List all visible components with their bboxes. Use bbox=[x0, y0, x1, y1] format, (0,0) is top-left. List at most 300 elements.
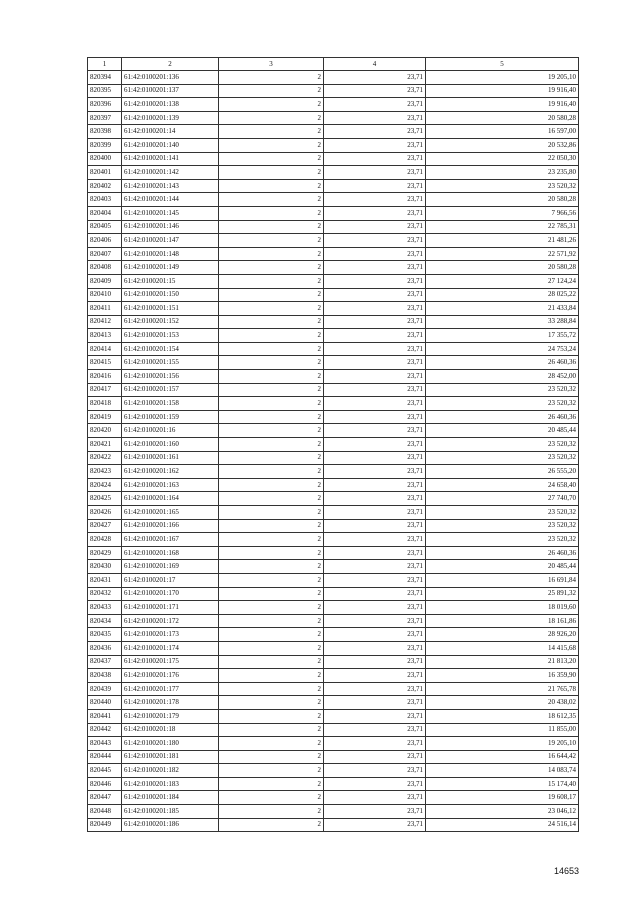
column-4-cell: 23,71 bbox=[324, 84, 426, 98]
cadastral-number-cell: 61:42:0100201:168 bbox=[122, 546, 219, 560]
cadastral-number-cell: 61:42:0100201:150 bbox=[122, 288, 219, 302]
column-header-4: 4 bbox=[324, 58, 426, 71]
cadastral-number-cell: 61:42:0100201:182 bbox=[122, 764, 219, 778]
column-4-cell: 23,71 bbox=[324, 383, 426, 397]
cadastral-number-cell: 61:42:0100201:142 bbox=[122, 166, 219, 180]
value-cell: 16 691,84 bbox=[426, 573, 579, 587]
table-row bbox=[88, 682, 579, 696]
column-3-cell: 2 bbox=[219, 818, 324, 832]
table-row bbox=[88, 152, 579, 166]
column-3-cell: 2 bbox=[219, 737, 324, 751]
cadastral-number-cell: 61:42:0100201:163 bbox=[122, 478, 219, 492]
column-3-cell: 2 bbox=[219, 628, 324, 642]
row-id-cell: 820428 bbox=[88, 533, 122, 547]
table-row bbox=[88, 601, 579, 615]
row-id-cell: 820404 bbox=[88, 206, 122, 220]
cadastral-number-cell: 61:42:0100201:160 bbox=[122, 438, 219, 452]
cadastral-number-cell: 61:42:0100201:176 bbox=[122, 669, 219, 683]
value-cell: 23 520,32 bbox=[426, 533, 579, 547]
column-4-cell: 23,71 bbox=[324, 764, 426, 778]
column-3-cell: 2 bbox=[219, 71, 324, 85]
row-id-cell: 820429 bbox=[88, 546, 122, 560]
column-3-cell: 2 bbox=[219, 506, 324, 520]
table-row bbox=[88, 234, 579, 248]
value-cell: 26 460,36 bbox=[426, 410, 579, 424]
row-id-cell: 820435 bbox=[88, 628, 122, 642]
row-id-cell: 820407 bbox=[88, 247, 122, 261]
table-row bbox=[88, 261, 579, 275]
cadastral-number-cell: 61:42:0100201:137 bbox=[122, 84, 219, 98]
column-3-cell: 2 bbox=[219, 179, 324, 193]
column-4-cell: 23,71 bbox=[324, 587, 426, 601]
row-id-cell: 820441 bbox=[88, 709, 122, 723]
column-4-cell: 23,71 bbox=[324, 179, 426, 193]
column-4-cell: 23,71 bbox=[324, 152, 426, 166]
column-4-cell: 23,71 bbox=[324, 206, 426, 220]
row-id-cell: 820440 bbox=[88, 696, 122, 710]
row-id-cell: 820409 bbox=[88, 274, 122, 288]
column-4-cell: 23,71 bbox=[324, 302, 426, 316]
column-3-cell: 2 bbox=[219, 410, 324, 424]
column-4-cell: 23,71 bbox=[324, 614, 426, 628]
column-4-cell: 23,71 bbox=[324, 601, 426, 615]
value-cell: 21 433,84 bbox=[426, 302, 579, 316]
table-row bbox=[88, 764, 579, 778]
row-id-cell: 820426 bbox=[88, 506, 122, 520]
column-4-cell: 23,71 bbox=[324, 506, 426, 520]
cadastral-number-cell: 61:42:0100201:147 bbox=[122, 234, 219, 248]
cadastral-number-cell: 61:42:0100201:180 bbox=[122, 737, 219, 751]
column-4-cell: 23,71 bbox=[324, 315, 426, 329]
cadastral-number-cell: 61:42:0100201:152 bbox=[122, 315, 219, 329]
value-cell: 7 966,56 bbox=[426, 206, 579, 220]
table-row bbox=[88, 750, 579, 764]
table-row bbox=[88, 342, 579, 356]
column-4-cell: 23,71 bbox=[324, 71, 426, 85]
table-row bbox=[88, 274, 579, 288]
table-row bbox=[88, 805, 579, 819]
row-id-cell: 820413 bbox=[88, 329, 122, 343]
row-id-cell: 820422 bbox=[88, 451, 122, 465]
column-4-cell: 23,71 bbox=[324, 682, 426, 696]
value-cell: 21 813,20 bbox=[426, 655, 579, 669]
cadastral-number-cell: 61:42:0100201:156 bbox=[122, 370, 219, 384]
row-id-cell: 820403 bbox=[88, 193, 122, 207]
column-4-cell: 23,71 bbox=[324, 573, 426, 587]
column-4-cell: 23,71 bbox=[324, 519, 426, 533]
column-4-cell: 23,71 bbox=[324, 370, 426, 384]
row-id-cell: 820415 bbox=[88, 356, 122, 370]
table-row bbox=[88, 220, 579, 234]
table-row bbox=[88, 247, 579, 261]
column-3-cell: 2 bbox=[219, 220, 324, 234]
column-3-cell: 2 bbox=[219, 750, 324, 764]
row-id-cell: 820419 bbox=[88, 410, 122, 424]
cadastral-number-cell: 61:42:0100201:172 bbox=[122, 614, 219, 628]
column-4-cell: 23,71 bbox=[324, 750, 426, 764]
column-3-cell: 2 bbox=[219, 805, 324, 819]
column-3-cell: 2 bbox=[219, 438, 324, 452]
column-3-cell: 2 bbox=[219, 397, 324, 411]
row-id-cell: 820418 bbox=[88, 397, 122, 411]
value-cell: 28 926,20 bbox=[426, 628, 579, 642]
row-id-cell: 820420 bbox=[88, 424, 122, 438]
cadastral-number-cell: 61:42:0100201:155 bbox=[122, 356, 219, 370]
column-4-cell: 23,71 bbox=[324, 247, 426, 261]
row-id-cell: 820443 bbox=[88, 737, 122, 751]
value-cell: 20 438,02 bbox=[426, 696, 579, 710]
table-row bbox=[88, 370, 579, 384]
header-row bbox=[88, 58, 579, 71]
row-id-cell: 820439 bbox=[88, 682, 122, 696]
table-row bbox=[88, 125, 579, 139]
column-4-cell: 23,71 bbox=[324, 261, 426, 275]
column-3-cell: 2 bbox=[219, 492, 324, 506]
value-cell: 23 520,32 bbox=[426, 179, 579, 193]
value-cell: 24 753,24 bbox=[426, 342, 579, 356]
table-row bbox=[88, 98, 579, 112]
column-3-cell: 2 bbox=[219, 370, 324, 384]
cadastral-number-cell: 61:42:0100201:145 bbox=[122, 206, 219, 220]
column-4-cell: 23,71 bbox=[324, 166, 426, 180]
column-3-cell: 2 bbox=[219, 206, 324, 220]
table-row bbox=[88, 193, 579, 207]
value-cell: 23 520,32 bbox=[426, 438, 579, 452]
row-id-cell: 820430 bbox=[88, 560, 122, 574]
table-row bbox=[88, 397, 579, 411]
value-cell: 20 580,28 bbox=[426, 193, 579, 207]
column-3-cell: 2 bbox=[219, 193, 324, 207]
row-id-cell: 820449 bbox=[88, 818, 122, 832]
table-row bbox=[88, 465, 579, 479]
value-cell: 23 520,32 bbox=[426, 397, 579, 411]
value-cell: 18 019,60 bbox=[426, 601, 579, 615]
cadastral-number-cell: 61:42:0100201:136 bbox=[122, 71, 219, 85]
column-3-cell: 2 bbox=[219, 166, 324, 180]
row-id-cell: 820445 bbox=[88, 764, 122, 778]
column-3-cell: 2 bbox=[219, 261, 324, 275]
cadastral-number-cell: 61:42:0100201:151 bbox=[122, 302, 219, 316]
cadastral-number-cell: 61:42:0100201:181 bbox=[122, 750, 219, 764]
column-3-cell: 2 bbox=[219, 682, 324, 696]
value-cell: 20 580,28 bbox=[426, 261, 579, 275]
row-id-cell: 820405 bbox=[88, 220, 122, 234]
row-id-cell: 820410 bbox=[88, 288, 122, 302]
column-4-cell: 23,71 bbox=[324, 329, 426, 343]
column-3-cell: 2 bbox=[219, 125, 324, 139]
column-3-cell: 2 bbox=[219, 587, 324, 601]
row-id-cell: 820417 bbox=[88, 383, 122, 397]
table-row bbox=[88, 641, 579, 655]
cadastral-number-cell: 61:42:0100201:140 bbox=[122, 138, 219, 152]
column-4-cell: 23,71 bbox=[324, 234, 426, 248]
value-cell: 20 580,28 bbox=[426, 111, 579, 125]
row-id-cell: 820438 bbox=[88, 669, 122, 683]
column-4-cell: 23,71 bbox=[324, 438, 426, 452]
column-3-cell: 2 bbox=[219, 465, 324, 479]
cadastral-number-cell: 61:42:0100201:164 bbox=[122, 492, 219, 506]
value-cell: 19 916,40 bbox=[426, 98, 579, 112]
row-id-cell: 820412 bbox=[88, 315, 122, 329]
value-cell: 16 359,90 bbox=[426, 669, 579, 683]
table-row bbox=[88, 438, 579, 452]
column-3-cell: 2 bbox=[219, 111, 324, 125]
cadastral-number-cell: 61:42:0100201:183 bbox=[122, 777, 219, 791]
value-cell: 23 520,32 bbox=[426, 519, 579, 533]
row-id-cell: 820446 bbox=[88, 777, 122, 791]
table-row bbox=[88, 560, 579, 574]
value-cell: 21 765,78 bbox=[426, 682, 579, 696]
table-row bbox=[88, 111, 579, 125]
column-header-2: 2 bbox=[122, 58, 219, 71]
column-3-cell: 2 bbox=[219, 641, 324, 655]
table-row bbox=[88, 302, 579, 316]
column-4-cell: 23,71 bbox=[324, 777, 426, 791]
column-3-cell: 2 bbox=[219, 533, 324, 547]
table-row bbox=[88, 179, 579, 193]
row-id-cell: 820424 bbox=[88, 478, 122, 492]
row-id-cell: 820414 bbox=[88, 342, 122, 356]
row-id-cell: 820411 bbox=[88, 302, 122, 316]
column-3-cell: 2 bbox=[219, 777, 324, 791]
cadastral-number-cell: 61:42:0100201:148 bbox=[122, 247, 219, 261]
value-cell: 18 612,35 bbox=[426, 709, 579, 723]
column-4-cell: 23,71 bbox=[324, 709, 426, 723]
value-cell: 33 288,84 bbox=[426, 315, 579, 329]
column-4-cell: 23,71 bbox=[324, 356, 426, 370]
table-row bbox=[88, 329, 579, 343]
table-row bbox=[88, 573, 579, 587]
column-3-cell: 2 bbox=[219, 288, 324, 302]
table-row bbox=[88, 587, 579, 601]
cadastral-number-cell: 61:42:0100201:179 bbox=[122, 709, 219, 723]
column-4-cell: 23,71 bbox=[324, 397, 426, 411]
page-number: 14653 bbox=[554, 866, 580, 876]
table-row bbox=[88, 383, 579, 397]
value-cell: 23 520,32 bbox=[426, 506, 579, 520]
column-3-cell: 2 bbox=[219, 138, 324, 152]
value-cell: 21 481,26 bbox=[426, 234, 579, 248]
cadastral-number-cell: 61:42:0100201:16 bbox=[122, 424, 219, 438]
value-cell: 23 235,80 bbox=[426, 166, 579, 180]
cadastral-number-cell: 61:42:0100201:141 bbox=[122, 152, 219, 166]
table-row bbox=[88, 71, 579, 85]
row-id-cell: 820416 bbox=[88, 370, 122, 384]
table-row bbox=[88, 315, 579, 329]
cadastral-number-cell: 61:42:0100201:178 bbox=[122, 696, 219, 710]
cadastral-number-cell: 61:42:0100201:167 bbox=[122, 533, 219, 547]
row-id-cell: 820442 bbox=[88, 723, 122, 737]
table-row bbox=[88, 84, 579, 98]
row-id-cell: 820434 bbox=[88, 614, 122, 628]
column-4-cell: 23,71 bbox=[324, 410, 426, 424]
column-3-cell: 2 bbox=[219, 560, 324, 574]
column-4-cell: 23,71 bbox=[324, 723, 426, 737]
column-3-cell: 2 bbox=[219, 247, 324, 261]
column-4-cell: 23,71 bbox=[324, 451, 426, 465]
cadastral-number-cell: 61:42:0100201:154 bbox=[122, 342, 219, 356]
cadastral-number-cell: 61:42:0100201:153 bbox=[122, 329, 219, 343]
table-row bbox=[88, 709, 579, 723]
column-header-5: 5 bbox=[426, 58, 579, 71]
column-4-cell: 23,71 bbox=[324, 669, 426, 683]
table-row bbox=[88, 533, 579, 547]
column-4-cell: 23,71 bbox=[324, 805, 426, 819]
value-cell: 24 516,14 bbox=[426, 818, 579, 832]
value-cell: 27 740,70 bbox=[426, 492, 579, 506]
table-row bbox=[88, 478, 579, 492]
table-row bbox=[88, 288, 579, 302]
row-id-cell: 820436 bbox=[88, 641, 122, 655]
column-3-cell: 2 bbox=[219, 696, 324, 710]
column-4-cell: 23,71 bbox=[324, 274, 426, 288]
table-row bbox=[88, 492, 579, 506]
table-row bbox=[88, 519, 579, 533]
cadastral-number-cell: 61:42:0100201:184 bbox=[122, 791, 219, 805]
registry-table bbox=[87, 57, 579, 832]
column-3-cell: 2 bbox=[219, 342, 324, 356]
row-id-cell: 820401 bbox=[88, 166, 122, 180]
table-row bbox=[88, 791, 579, 805]
row-id-cell: 820425 bbox=[88, 492, 122, 506]
row-id-cell: 820433 bbox=[88, 601, 122, 615]
value-cell: 16 644,42 bbox=[426, 750, 579, 764]
value-cell: 22 571,92 bbox=[426, 247, 579, 261]
row-id-cell: 820399 bbox=[88, 138, 122, 152]
cadastral-number-cell: 61:42:0100201:169 bbox=[122, 560, 219, 574]
row-id-cell: 820423 bbox=[88, 465, 122, 479]
column-3-cell: 2 bbox=[219, 383, 324, 397]
table-row bbox=[88, 628, 579, 642]
table-row bbox=[88, 546, 579, 560]
column-4-cell: 23,71 bbox=[324, 342, 426, 356]
value-cell: 19 205,10 bbox=[426, 737, 579, 751]
column-4-cell: 23,71 bbox=[324, 465, 426, 479]
table-row bbox=[88, 506, 579, 520]
cadastral-number-cell: 61:42:0100201:159 bbox=[122, 410, 219, 424]
value-cell: 23 520,32 bbox=[426, 451, 579, 465]
column-3-cell: 2 bbox=[219, 791, 324, 805]
value-cell: 26 460,36 bbox=[426, 546, 579, 560]
value-cell: 20 532,86 bbox=[426, 138, 579, 152]
table-row bbox=[88, 356, 579, 370]
row-id-cell: 820432 bbox=[88, 587, 122, 601]
cadastral-number-cell: 61:42:0100201:162 bbox=[122, 465, 219, 479]
column-3-cell: 2 bbox=[219, 274, 324, 288]
value-cell: 25 891,32 bbox=[426, 587, 579, 601]
value-cell: 15 174,40 bbox=[426, 777, 579, 791]
column-4-cell: 23,71 bbox=[324, 546, 426, 560]
row-id-cell: 820394 bbox=[88, 71, 122, 85]
value-cell: 26 555,20 bbox=[426, 465, 579, 479]
column-4-cell: 23,71 bbox=[324, 98, 426, 112]
column-3-cell: 2 bbox=[219, 546, 324, 560]
column-3-cell: 2 bbox=[219, 709, 324, 723]
column-3-cell: 2 bbox=[219, 329, 324, 343]
column-4-cell: 23,71 bbox=[324, 737, 426, 751]
cadastral-number-cell: 61:42:0100201:165 bbox=[122, 506, 219, 520]
cadastral-number-cell: 61:42:0100201:186 bbox=[122, 818, 219, 832]
cadastral-number-cell: 61:42:0100201:158 bbox=[122, 397, 219, 411]
column-3-cell: 2 bbox=[219, 424, 324, 438]
column-4-cell: 23,71 bbox=[324, 791, 426, 805]
value-cell: 19 608,17 bbox=[426, 791, 579, 805]
value-cell: 24 658,40 bbox=[426, 478, 579, 492]
table-row bbox=[88, 723, 579, 737]
column-3-cell: 2 bbox=[219, 655, 324, 669]
table-row bbox=[88, 614, 579, 628]
column-4-cell: 23,71 bbox=[324, 655, 426, 669]
table-row bbox=[88, 424, 579, 438]
value-cell: 20 485,44 bbox=[426, 424, 579, 438]
table-row bbox=[88, 669, 579, 683]
column-3-cell: 2 bbox=[219, 669, 324, 683]
row-id-cell: 820406 bbox=[88, 234, 122, 248]
table-row bbox=[88, 818, 579, 832]
cadastral-number-cell: 61:42:0100201:170 bbox=[122, 587, 219, 601]
cadastral-number-cell: 61:42:0100201:166 bbox=[122, 519, 219, 533]
cadastral-number-cell: 61:42:0100201:146 bbox=[122, 220, 219, 234]
value-cell: 28 452,00 bbox=[426, 370, 579, 384]
table-row bbox=[88, 696, 579, 710]
column-3-cell: 2 bbox=[219, 84, 324, 98]
cadastral-number-cell: 61:42:0100201:157 bbox=[122, 383, 219, 397]
cadastral-number-cell: 61:42:0100201:18 bbox=[122, 723, 219, 737]
value-cell: 14 415,68 bbox=[426, 641, 579, 655]
cadastral-number-cell: 61:42:0100201:149 bbox=[122, 261, 219, 275]
column-4-cell: 23,71 bbox=[324, 492, 426, 506]
table-row bbox=[88, 206, 579, 220]
row-id-cell: 820447 bbox=[88, 791, 122, 805]
column-3-cell: 2 bbox=[219, 764, 324, 778]
column-4-cell: 23,71 bbox=[324, 138, 426, 152]
row-id-cell: 820396 bbox=[88, 98, 122, 112]
cadastral-number-cell: 61:42:0100201:139 bbox=[122, 111, 219, 125]
column-4-cell: 23,71 bbox=[324, 478, 426, 492]
cadastral-number-cell: 61:42:0100201:161 bbox=[122, 451, 219, 465]
row-id-cell: 820444 bbox=[88, 750, 122, 764]
column-4-cell: 23,71 bbox=[324, 641, 426, 655]
cadastral-number-cell: 61:42:0100201:143 bbox=[122, 179, 219, 193]
column-3-cell: 2 bbox=[219, 601, 324, 615]
cadastral-number-cell: 61:42:0100201:175 bbox=[122, 655, 219, 669]
column-4-cell: 23,71 bbox=[324, 628, 426, 642]
column-header-1: 1 bbox=[88, 58, 122, 71]
cadastral-number-cell: 61:42:0100201:15 bbox=[122, 274, 219, 288]
column-3-cell: 2 bbox=[219, 98, 324, 112]
cadastral-number-cell: 61:42:0100201:171 bbox=[122, 601, 219, 615]
table-header bbox=[88, 58, 579, 71]
row-id-cell: 820398 bbox=[88, 125, 122, 139]
row-id-cell: 820397 bbox=[88, 111, 122, 125]
value-cell: 11 855,00 bbox=[426, 723, 579, 737]
value-cell: 20 485,44 bbox=[426, 560, 579, 574]
value-cell: 22 050,30 bbox=[426, 152, 579, 166]
cadastral-number-cell: 61:42:0100201:177 bbox=[122, 682, 219, 696]
value-cell: 19 205,10 bbox=[426, 71, 579, 85]
table-row bbox=[88, 138, 579, 152]
value-cell: 22 785,31 bbox=[426, 220, 579, 234]
column-3-cell: 2 bbox=[219, 519, 324, 533]
column-3-cell: 2 bbox=[219, 356, 324, 370]
value-cell: 19 916,40 bbox=[426, 84, 579, 98]
column-4-cell: 23,71 bbox=[324, 125, 426, 139]
value-cell: 23 520,32 bbox=[426, 383, 579, 397]
column-3-cell: 2 bbox=[219, 478, 324, 492]
cadastral-number-cell: 61:42:0100201:173 bbox=[122, 628, 219, 642]
table-row bbox=[88, 655, 579, 669]
column-3-cell: 2 bbox=[219, 302, 324, 316]
